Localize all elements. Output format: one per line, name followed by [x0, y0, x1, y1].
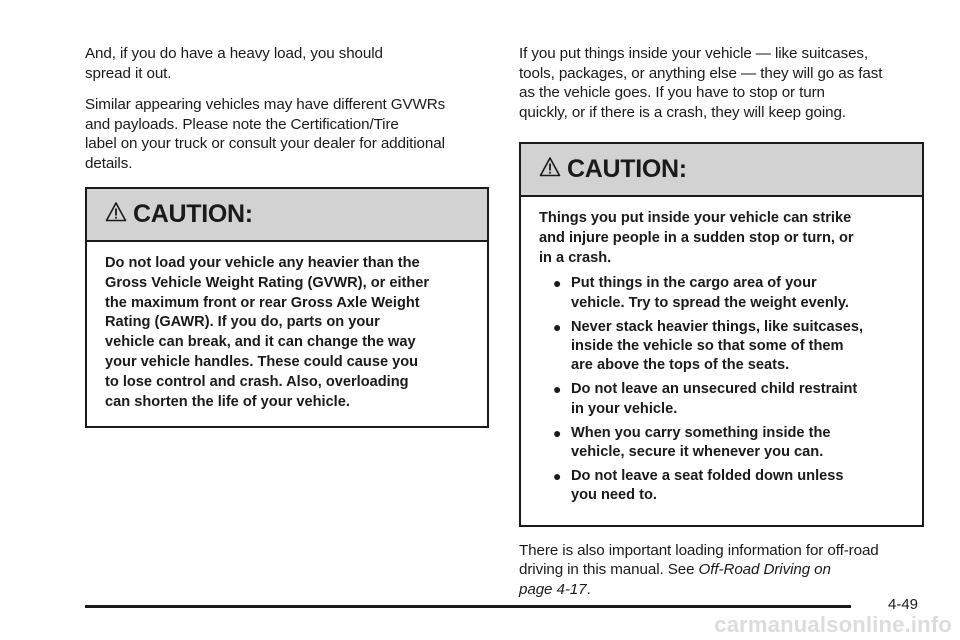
- bullet-icon: ●: [553, 318, 562, 335]
- page-number: 4-49: [888, 596, 919, 613]
- caution-body: [87, 242, 487, 426]
- bullet-icon: ●: [553, 275, 562, 292]
- warning-triangle-icon: [539, 156, 561, 178]
- offroad-paragraph: There is also important loading information for off-road driving in this manual. See Off-Road Driving on page 4-17.: [519, 541, 879, 598]
- offroad-link-page[interactable]: page 4-17: [519, 580, 587, 598]
- bullet-icon: ●: [553, 381, 562, 398]
- caution-bullet-list: [539, 274, 904, 505]
- bullet-icon: ●: [553, 424, 562, 441]
- left-column: [85, 44, 489, 428]
- caution-body: [521, 197, 922, 525]
- footer-rule: [85, 605, 851, 608]
- list-item: ● Put things in the cargo area of your vehicle. Try to spread the weight evenly.: [553, 275, 849, 311]
- caution-title: CAUTION:: [567, 155, 687, 183]
- list-item: ● Do not leave a seat folded down unless you need to.: [553, 468, 844, 504]
- caution-box-overload: [85, 187, 489, 428]
- caution-intro: Things you put inside your vehicle can strike and injure people in a sudden stop or turn, or in a crash.: [539, 210, 854, 266]
- bullet-icon: ●: [553, 468, 562, 485]
- list-item: ● When you carry something inside the vehicle, secure it whenever you can.: [553, 424, 831, 461]
- gvwr-paragraph: Similar appearing vehicles may have different GVWRs and payloads. Please note the Certification/Tire label on your truck or consult your dealer for additional details.: [85, 96, 446, 172]
- heavy-load-paragraph: And, if you do have a heavy load, you should spread it out.: [85, 45, 383, 82]
- caution-title: CAUTION:: [133, 200, 253, 228]
- list-item: ● Never stack heavier things, like suitcases, inside the vehicle so that some of them are above the tops of the seats.: [553, 318, 864, 374]
- offroad-link[interactable]: Off-Road Driving on: [698, 561, 831, 579]
- caution-text: Do not load your vehicle any heavier than the Gross Vehicle Weight Rating (GVWR), or either the maximum front or rear Gross Axle Weight Rating (GAWR). If you do, parts on your vehicle can break, and it can change the way your vehicle handles. These could cause you to lose control and crash. Also, overloading can shorten the life of your vehicle.: [105, 255, 430, 410]
- warning-triangle-icon: [105, 201, 127, 223]
- watermark: carmanualsonline.info: [714, 612, 952, 637]
- list-item: ● Do not leave an unsecured child restraint in your vehicle.: [553, 381, 858, 417]
- caution-header: [521, 144, 922, 197]
- caution-box-cargo: [519, 142, 924, 527]
- cargo-paragraph: If you put things inside your vehicle — like suitcases, tools, packages, or anything else — they will go as fast as the vehicle goes. If you have to stop or turn quickly, or if there is a crash, they will keep going.: [519, 45, 883, 121]
- right-column: [519, 44, 924, 611]
- caution-header: [87, 189, 487, 242]
